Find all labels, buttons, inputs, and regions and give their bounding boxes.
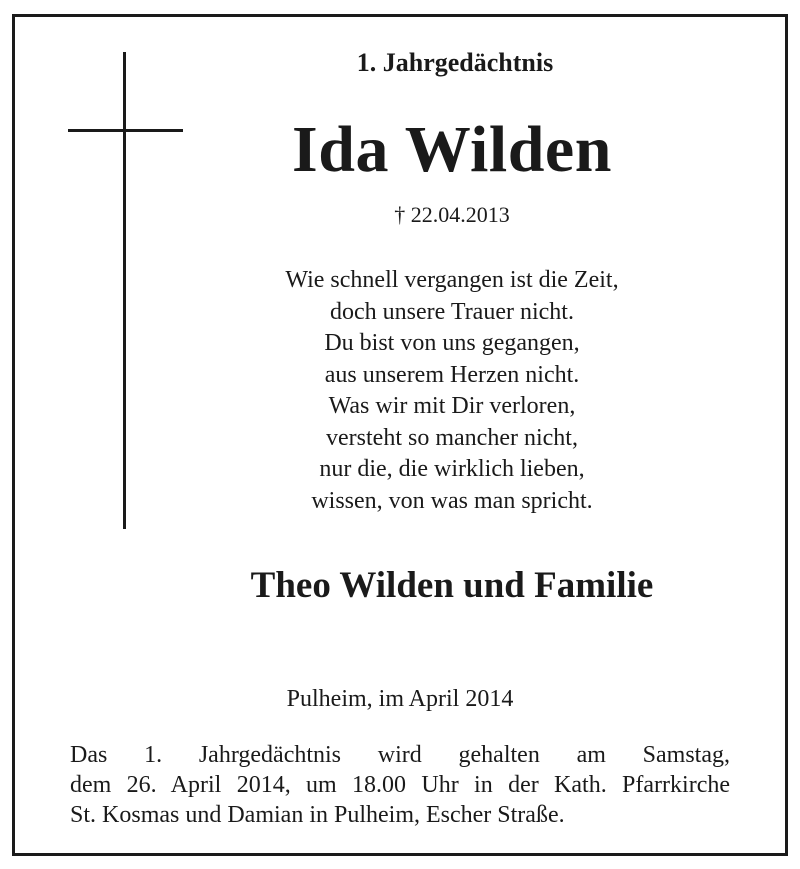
poem-line: Wie schnell vergangen ist die Zeit, xyxy=(285,267,619,293)
poem-line: nur die, die wirklich lieben, xyxy=(319,456,585,482)
family-signature: Theo Wilden und Familie xyxy=(250,565,654,606)
poem-line: wissen, von was man spricht. xyxy=(311,487,593,514)
announcement-line: dem 26. April 2014, um 18.00 Uhr in der Kath. Pfarrkirche xyxy=(70,772,730,798)
announcement-line: Das 1. Jahrgedächtnis wird gehalten am Samstag, xyxy=(70,742,730,768)
anniversary-heading: 1. Jahrgedächtnis xyxy=(356,48,554,77)
announcement-line: St. Kosmas und Damian in Pulheim, Escher Straße. xyxy=(70,802,565,828)
place-and-date: Pulheim, im April 2014 xyxy=(286,686,514,712)
death-date: † 22.04.2013 xyxy=(394,202,510,227)
service-announcement xyxy=(70,740,730,830)
poem-line: aus unserem Herzen nicht. xyxy=(324,361,580,388)
deceased-name: Ida Wilden xyxy=(292,113,612,186)
poem-line: Was wir mit Dir verloren, xyxy=(328,393,576,419)
poem-line: Du bist von uns gegangen, xyxy=(324,330,580,356)
poem-line: versteht so mancher nicht, xyxy=(326,424,578,451)
memorial-poem xyxy=(52,265,800,517)
poem-line: doch unsere Trauer nicht. xyxy=(330,298,574,325)
